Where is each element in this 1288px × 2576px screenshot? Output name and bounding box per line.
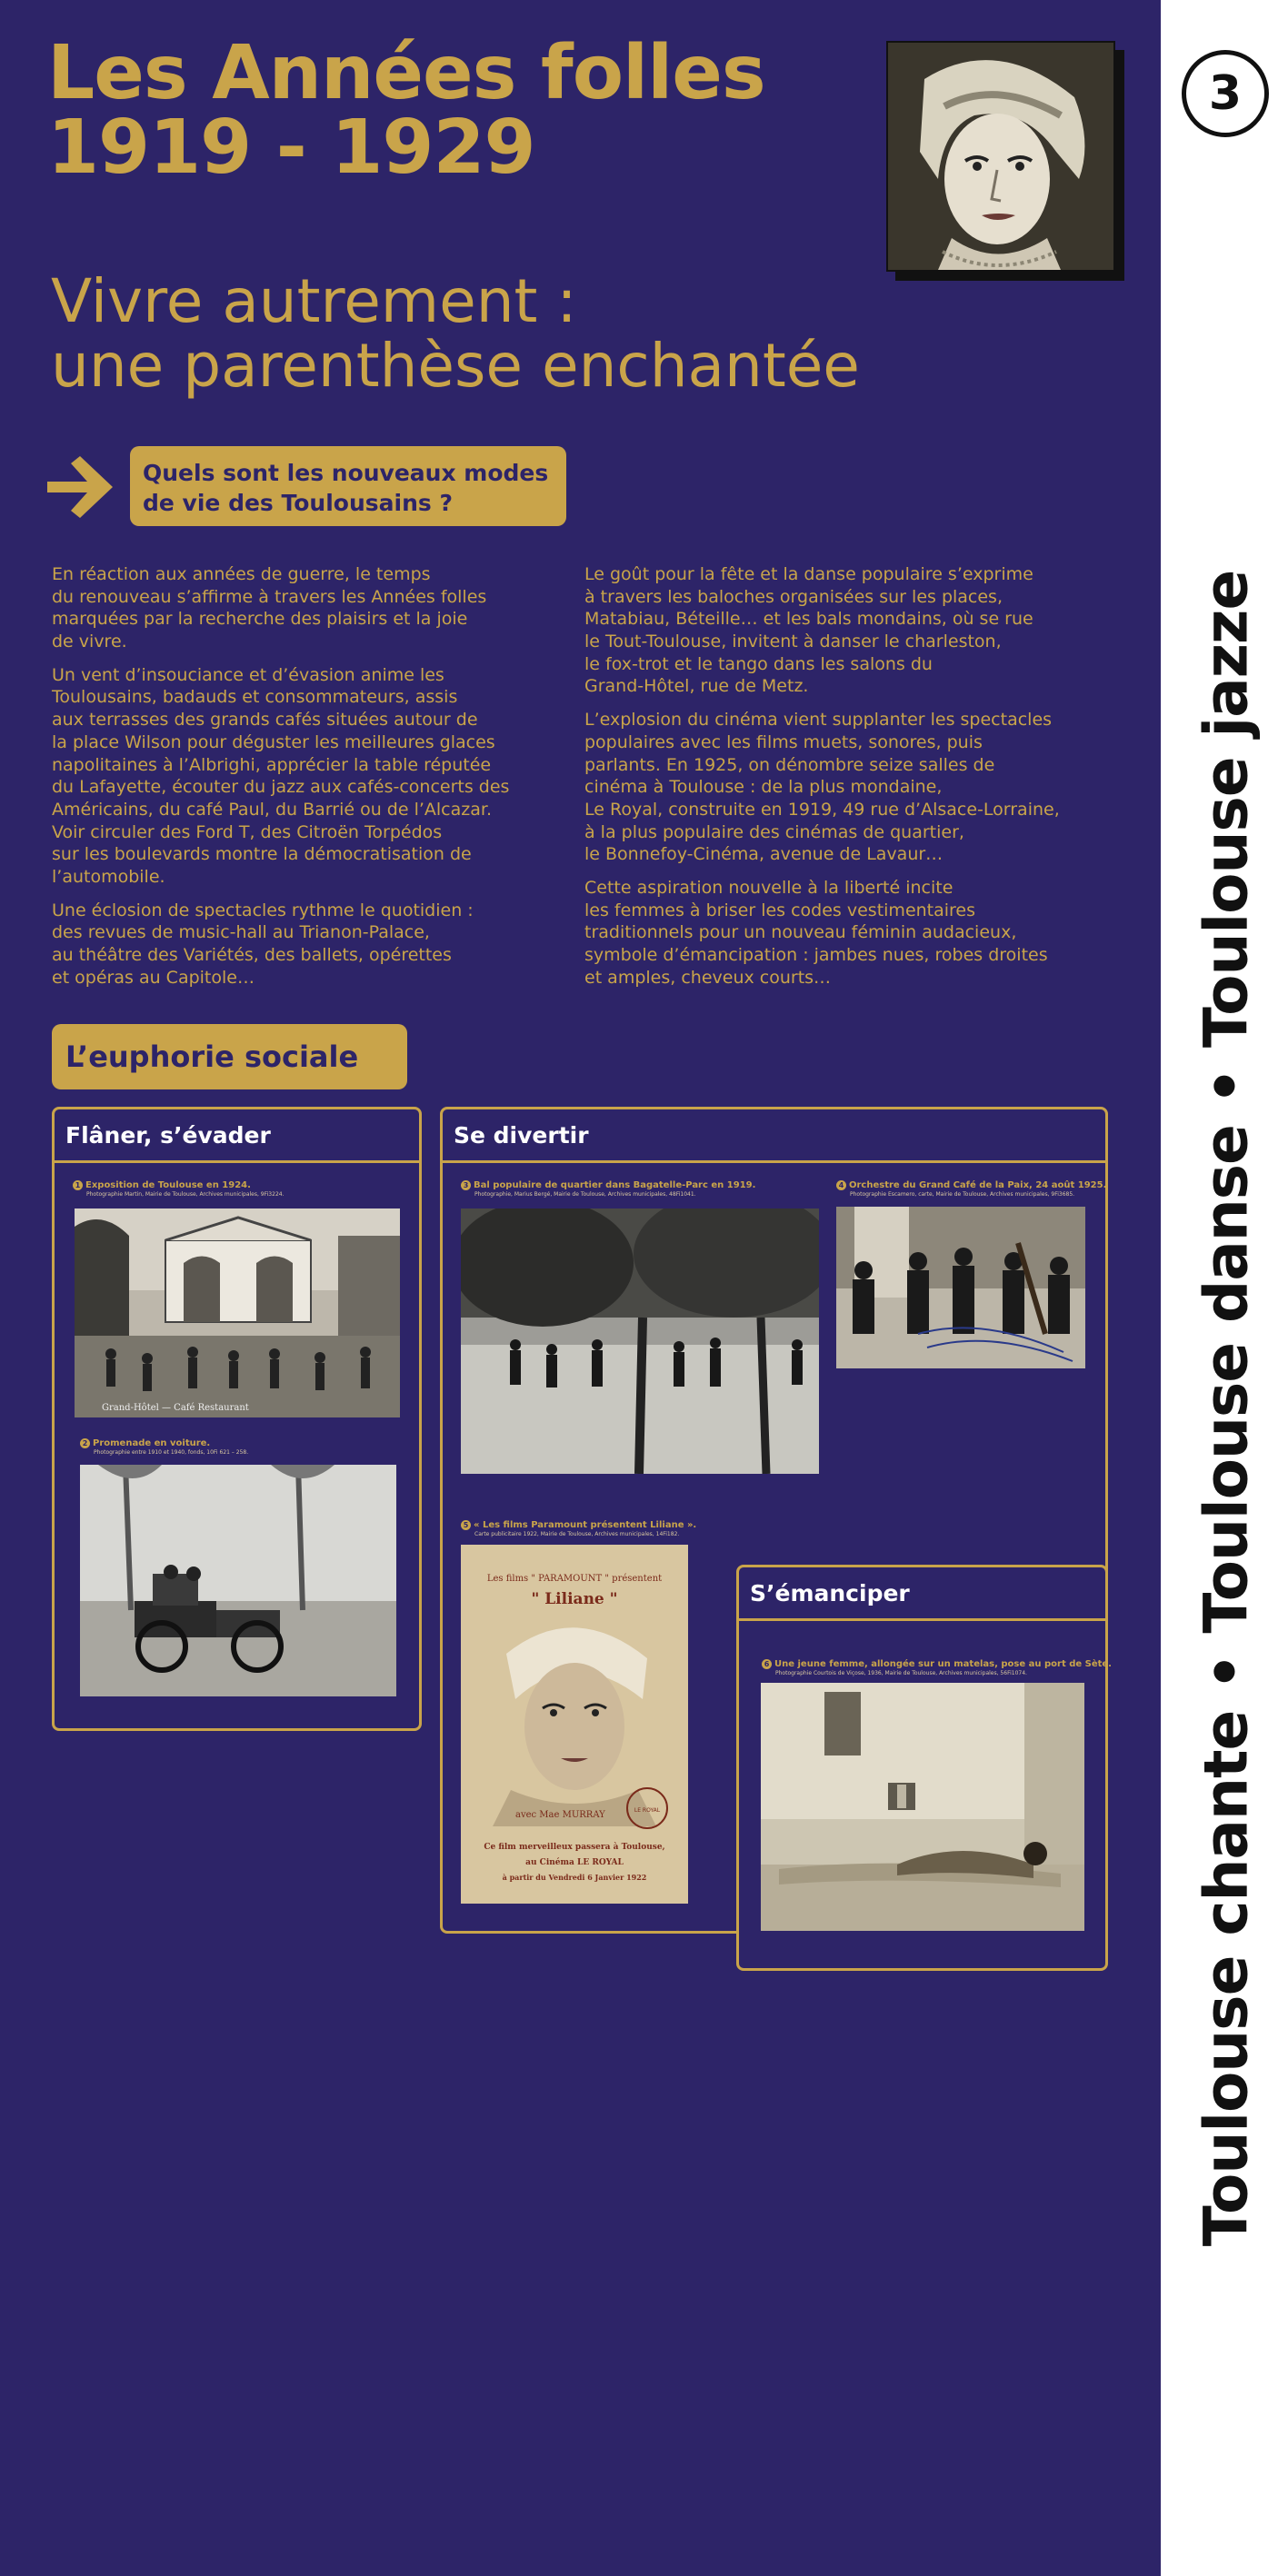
caption-credit: Photographie Martin, Mairie de Toulouse, Archives municipales, 9Fi3224. — [86, 1191, 285, 1198]
caption-title: Orchestre du Grand Café de la Paix, 24 août 1925. — [849, 1180, 1107, 1190]
photo-orchestre — [836, 1207, 1085, 1368]
caption-number: 1 — [73, 1180, 83, 1190]
photo-caption — [836, 1179, 1106, 1198]
caption-credit: Carte publicitaire 1922, Mairie de Toulouse, Archives municipales, 14Fi182. — [474, 1531, 680, 1537]
page-title — [47, 30, 765, 191]
subtitle-line-2: une parenthèse enchantée — [51, 331, 860, 402]
sidebar-vertical-title: Toulouse chante • Toulouse danse • Toulouse jazze — [1191, 570, 1262, 2247]
caption-credit: Photographie Courtois de Viçose, 1936, Mairie de Toulouse, Archives municipales, 56Fi1074. — [775, 1670, 1027, 1676]
photo-caption — [461, 1519, 696, 1538]
photo-caption — [461, 1179, 755, 1198]
sidebar — [1161, 0, 1288, 2576]
section-label-euphorie: L’euphorie sociale — [52, 1024, 407, 1089]
intro-paragraph: Le goût pour la fête et la danse populaire s’exprime à travers les baloches organisées sur les places, Matabiau, Béteille… et les bals mondains, où se rue le Tout-Toulouse, invitent à danser le charleston, le fox-trot et le tango dans les salons du Grand-Hôtel, rue de Metz. — [584, 564, 1033, 697]
caption-number: 2 — [80, 1438, 90, 1448]
caption-number: 6 — [762, 1659, 772, 1669]
intro-column-right — [584, 563, 1121, 1000]
photo-bal-populaire — [461, 1208, 819, 1474]
question-box — [130, 446, 566, 526]
portrait-illustration — [886, 41, 1115, 272]
intro-paragraph: L’explosion du cinéma vient supplanter les spectacles populaires avec les films muets, sonores, puis parlants. En 1925, on dénombre seize salles de cinéma à Toulouse : de la plus mondaine, Le Royal, construite en 1919, 49 rue d’Alsace-Lorraine, à la plus populaire des cinémas de quartier, le Bonnefoy-Cinéma, avenue de Lavaur… — [584, 710, 1060, 865]
box-heading-flaner: Flâner, s’évader — [55, 1109, 419, 1163]
section-subtitle — [51, 266, 860, 402]
title-line-2: 1919 - 1929 — [47, 104, 535, 191]
portrait-drawing — [888, 43, 1113, 270]
panel-number-badge: 3 — [1182, 50, 1269, 137]
caption-title: Une jeune femme, allongée sur un matelas, pose au port de Sète. — [774, 1659, 1112, 1669]
subtitle-line-1: Vivre autrement : — [51, 266, 577, 336]
arrow-right-icon — [47, 456, 113, 518]
caption-title: Bal populaire de quartier dans Bagatelle-Parc en 1919. — [474, 1180, 756, 1190]
photo-caption — [762, 1658, 1112, 1677]
box-heading-divertir: Se divertir — [443, 1109, 1105, 1163]
caption-number: 3 — [461, 1180, 471, 1190]
poster-top-text: Les films " PARAMOUNT " présentent — [486, 1574, 663, 1584]
caption-credit: Photographie Escamero, carte, Mairie de Toulouse, Archives municipales, 9Fi3685. — [850, 1191, 1075, 1198]
box-heading-emanciper: S’émanciper — [739, 1567, 1105, 1621]
caption-title: Exposition de Toulouse en 1924. — [85, 1180, 251, 1190]
photo-promenade-voiture — [80, 1465, 396, 1696]
question-line-1: Quels sont les nouveaux modes — [143, 460, 549, 486]
poster-liliane — [461, 1545, 688, 1904]
title-line-1: Les Années folles — [47, 30, 765, 116]
poster-stamp-text: LE ROYAL — [634, 1807, 661, 1814]
intro-paragraph: Cette aspiration nouvelle à la liberté incite les femmes à briser les codes vestimentaires traditionnels pour un nouveau féminin audacieux, symbole d’émancipation : jambes nues, robes droites et amples, cheveux courts… — [584, 877, 1048, 988]
photo-sign-text: Grand-Hôtel — Café Restaurant — [102, 1403, 249, 1413]
caption-title: Promenade en voiture. — [93, 1438, 211, 1448]
poster-actress-text: avec Mae MURRAY — [515, 1810, 605, 1820]
intro-paragraph: Un vent d’insouciance et d’évasion anime les Toulousains, badauds et consommateurs, assis aux terrasses des grands cafés situées autour de la place Wilson pour déguster les meilleures glaces napolitaines à l’Albrighi, apprécier la table réputée du Lafayette, écouter du jazz aux cafés-concerts des Américains, du café Paul, du Barrié ou de l’Alcazar. Voir circuler des Ford T, des Citroën Torpédos sur les boulevards montre la démocratisation de l’automobile. — [52, 664, 510, 887]
caption-title: « Les films Paramount présentent Liliane ». — [474, 1520, 697, 1530]
intro-paragraph: Une éclosion de spectacles rythme le quotidien : des revues de music-hall au Trianon-Palace, au théâtre des Variétés, des ballets, opérettes et opéras au Capitole… — [52, 900, 474, 988]
poster-title-text: " Liliane " — [531, 1590, 618, 1608]
question-line-2: de vie des Toulousains ? — [143, 489, 453, 516]
caption-number: 4 — [836, 1180, 846, 1190]
photo-jeune-femme-sete — [761, 1683, 1084, 1931]
poster-line-1: Ce film merveilleux passera à Toulouse, — [484, 1843, 665, 1852]
caption-number: 5 — [461, 1520, 471, 1530]
intro-column-left — [52, 563, 588, 1000]
photo-caption — [73, 1179, 284, 1198]
poster-line-2: au Cinéma LE ROYAL — [525, 1858, 624, 1867]
caption-credit: Photographie entre 1910 et 1940, fonds, 10Fi 621 – 258. — [94, 1449, 249, 1456]
intro-paragraph: En réaction aux années de guerre, le temps du renouveau s’affirme à travers les Années folles marquées par la recherche des plaisirs et la joie de vivre. — [52, 564, 487, 652]
poster-line-3: à partir du Vendredi 6 Janvier 1922 — [502, 1873, 647, 1882]
photo-exposition-1924 — [75, 1208, 400, 1417]
photo-caption — [80, 1437, 248, 1457]
caption-credit: Photographie, Marius Bergé, Mairie de Toulouse, Archives municipales, 48Fi1041. — [474, 1191, 696, 1198]
